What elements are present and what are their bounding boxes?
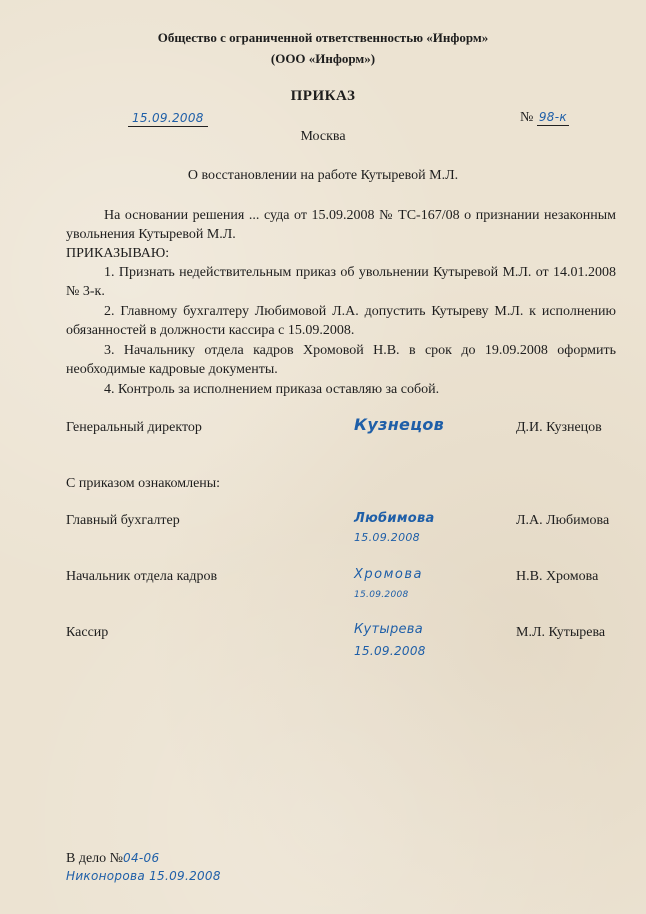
order-number-value: 98-к [538, 110, 567, 124]
order-item-3: 3. Начальнику отдела кадров Хромовой Н.В. в срок до 19.09.2008 оформить необходимые кадровые документы. [66, 343, 616, 377]
order-number-label: № [520, 110, 534, 125]
organization-full-name: Общество с ограниченной ответственностью «Информ» [157, 30, 489, 45]
organization-short-name: (ООО «Информ») [270, 51, 376, 66]
order-number [520, 108, 569, 127]
city: Москва [300, 129, 346, 144]
director-position: Генеральный директор [66, 420, 202, 435]
acquainted-name-1: Л.А. Любимова [516, 513, 610, 528]
order-item-1: 1. Признать недействительным приказ об увольнении Кутыревой М.Л. от 14.01.2008 № 3-к. [66, 265, 616, 299]
order-item-2: 2. Главному бухгалтеру Любимовой Л.А. допустить Кутыреву М.Л. к исполнению обязанностей в должности кассира с 15.09.2008. [66, 304, 616, 338]
acquainted-name-3: М.Л. Кутырева [516, 625, 606, 640]
acquainted-signature-1: Любимова [354, 511, 435, 526]
order-item-4: 4. Контроль за исполнением приказа оставляю за собой. [104, 382, 440, 397]
acquainted-date-2: 15.09.2008 [354, 590, 409, 600]
order-subject: О восстановлении на работе Кутыревой М.Л. [187, 168, 459, 183]
acquainted-signature-2: Хромова [354, 567, 423, 582]
order-date-value: 15.09.2008 [128, 111, 208, 127]
acquainted-position-1: Главный бухгалтер [66, 513, 180, 528]
director-name: Д.И. Кузнецов [516, 420, 602, 435]
acquainted-date-3: 15.09.2008 [354, 644, 426, 658]
file-note [66, 849, 159, 868]
clerk-note: Никонорова 15.09.2008 [66, 869, 221, 883]
acquainted-label: С приказом ознакомлены: [66, 476, 221, 491]
director-signature: Кузнецов [354, 415, 445, 434]
order-word: ПРИКАЗЫВАЮ: [66, 246, 170, 261]
acquainted-position-2: Начальник отдела кадров [66, 569, 218, 584]
file-number: 04-06 [123, 851, 160, 865]
acquainted-position-3: Кассир [66, 625, 109, 640]
order-date [128, 109, 208, 127]
file-label: В дело № [66, 851, 124, 866]
acquainted-date-1: 15.09.2008 [354, 531, 420, 544]
acquainted-name-2: Н.В. Хромова [516, 569, 599, 584]
acquainted-signature-3: Кутырева [354, 622, 424, 637]
preamble: На основании решения ... суда от 15.09.2008 № ТС-167/08 о признании незаконным увольнения Кутыревой М.Л. [66, 208, 616, 242]
document-type: ПРИКАЗ [290, 88, 356, 104]
